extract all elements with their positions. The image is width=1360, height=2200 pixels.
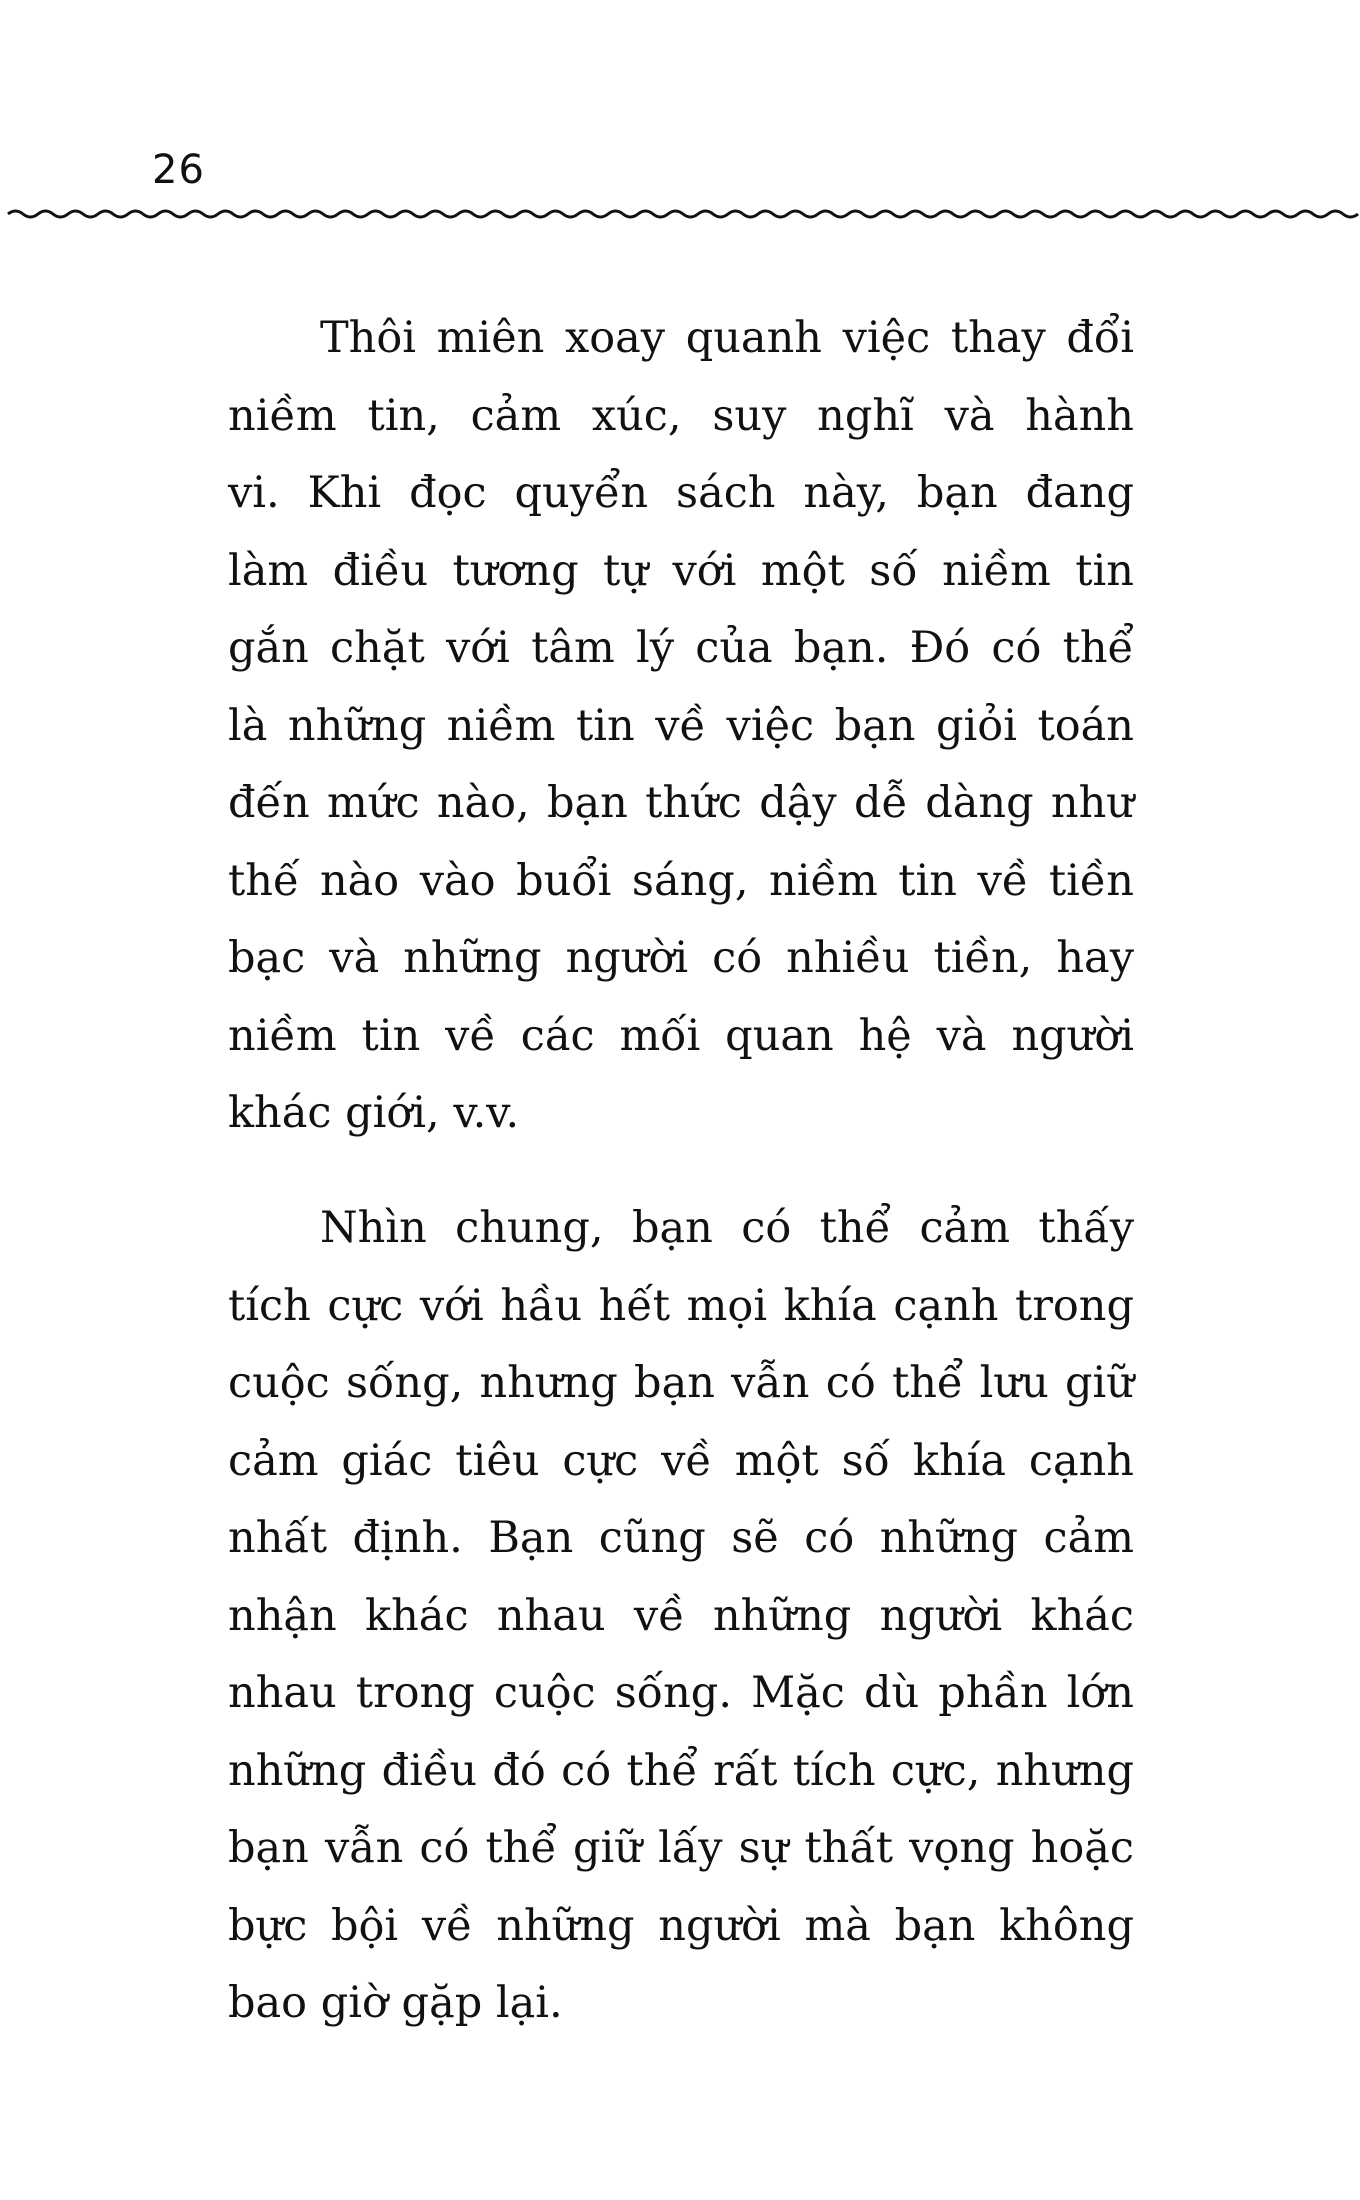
text-line: tích cực với hầu hết mọi khía cạnh trong xyxy=(228,1280,1134,1331)
text-line: những điều đó có thể rất tích cực, nhưng xyxy=(228,1745,1134,1796)
text-line: gắn chặt với tâm lý của bạn. Đó có thể xyxy=(228,623,1134,673)
text-line: bao giờ gặp lại. xyxy=(228,1978,563,2028)
text-line: bực bội về những người mà bạn không xyxy=(228,1900,1134,1951)
text-line: nhất định. Bạn cũng sẽ có những cảm xyxy=(228,1513,1134,1563)
text-line: bạc và những người có nhiều tiền, hay xyxy=(228,933,1134,983)
text-line: nhau trong cuộc sống. Mặc dù phần lớn xyxy=(228,1668,1134,1718)
paragraph-1 xyxy=(228,300,1134,1153)
page-number: 26 xyxy=(152,147,205,193)
text-line: làm điều tương tự với một số niềm tin xyxy=(228,545,1134,596)
text-line: vi. Khi đọc quyển sách này, bạn đang xyxy=(228,468,1134,518)
wavy-divider-rule xyxy=(0,196,1360,232)
text-line: Nhìn chung, bạn có thể cảm thấy xyxy=(320,1203,1134,1253)
text-line: cảm giác tiêu cực về một số khía cạnh xyxy=(228,1435,1134,1486)
text-line: bạn vẫn có thể giữ lấy sự thất vọng hoặc xyxy=(228,1823,1134,1873)
text-line: niềm tin về các mối quan hệ và người xyxy=(228,1010,1134,1061)
text-line: cuộc sống, nhưng bạn vẫn có thể lưu giữ xyxy=(228,1358,1134,1408)
text-line: đến mức nào, bạn thức dậy dễ dàng như xyxy=(228,778,1134,828)
text-line: niềm tin, cảm xúc, suy nghĩ và hành xyxy=(228,390,1134,441)
text-line: khác giới, v.v. xyxy=(228,1088,520,1138)
text-line: thế nào vào buổi sáng, niềm tin về tiền xyxy=(228,855,1134,906)
text-line: nhận khác nhau về những người khác xyxy=(228,1590,1134,1641)
paragraph-2 xyxy=(228,1190,1134,2043)
text-line: là những niềm tin về việc bạn giỏi toán xyxy=(228,700,1134,751)
text-line: Thôi miên xoay quanh việc thay đổi xyxy=(320,313,1134,363)
